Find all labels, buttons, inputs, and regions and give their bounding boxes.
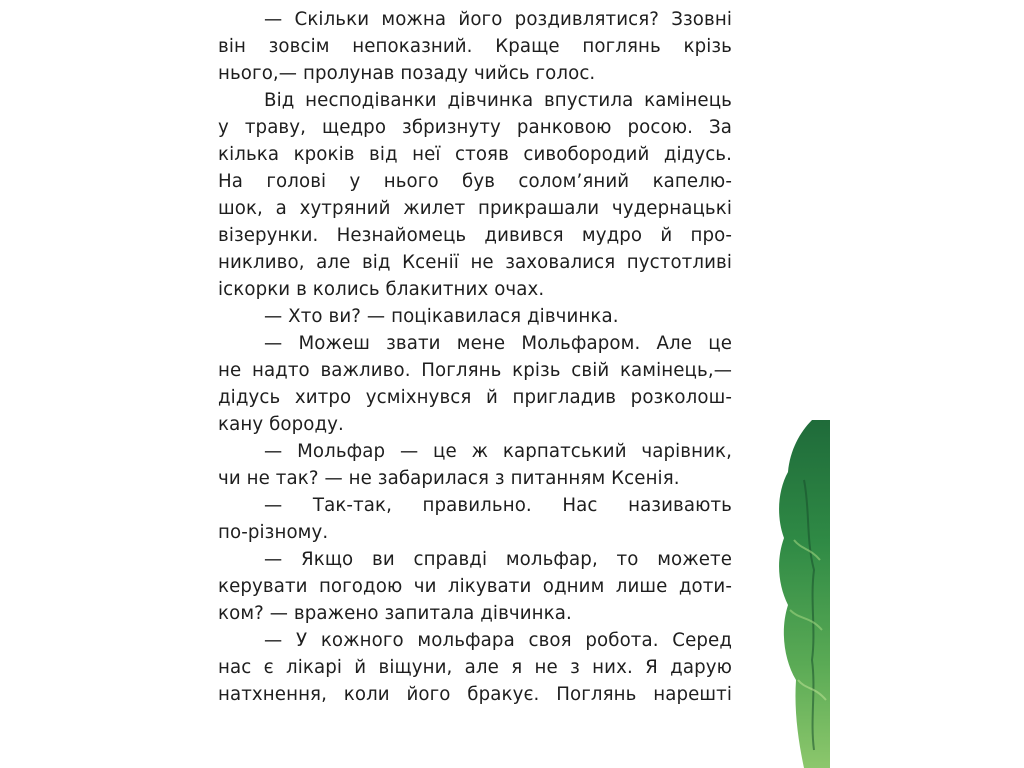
text-line: ком? — вражено запитала дівчинка. <box>218 603 572 624</box>
foliage-illustration <box>770 420 830 768</box>
text-line: Від несподіванки дівчинка впустила камінець <box>264 90 732 111</box>
text-line: нас є лікарі й віщуни, але я не з них. Я дарую <box>218 657 732 678</box>
text-line: не надто важливо. Поглянь крізь свій камінець,— <box>218 360 732 381</box>
text-line: кілька кроків від неї стояв сивобородий дідусь. <box>218 144 732 165</box>
text-line: нього,— пролунав позаду чийсь голос. <box>218 63 596 84</box>
text-line: На голові у нього був солом’яний капелю- <box>218 171 732 192</box>
text-line: — Хто ви? — поцікавилася дівчинка. <box>264 306 619 327</box>
text-line: керувати погодою чи лікувати одним лише доти- <box>218 576 732 597</box>
text-line: дідусь хитро усміхнувся й пригладив розколош- <box>218 387 732 408</box>
text-line: — Так-так, правильно. Нас називають <box>264 495 732 516</box>
text-column <box>218 6 732 708</box>
text-line: він зовсім непоказний. Краще поглянь крізь <box>218 36 732 57</box>
text-line: натхнення, коли його бракує. Поглянь нарешті <box>218 684 732 705</box>
text-line: шок, а хутряний жилет прикрашали чудернацькі <box>218 198 732 219</box>
text-line: іскорки в колись блакитних очах. <box>218 279 545 300</box>
text-line: чи не так? — не забарилася з питанням Ксенія. <box>218 468 680 489</box>
text-line: кану бороду. <box>218 414 344 435</box>
text-line: у траву, щедро збризнуту ранковою росою. За <box>218 117 732 138</box>
text-line: — У кожного мольфара своя робота. Серед <box>264 630 732 651</box>
text-line: по-різному. <box>218 522 329 543</box>
text-line: — Скільки можна його роздивлятися? Ззовні <box>264 9 732 30</box>
text-line: — Мольфар — це ж карпатський чарівник, <box>264 441 732 462</box>
text-line: візерунки. Незнайомець дивився мудро й про- <box>218 225 732 246</box>
text-line: — Якщо ви справді мольфар, то можете <box>264 549 732 570</box>
text-line: никливо, але від Ксенії не заховалися пустотливі <box>218 252 732 273</box>
text-line: — Можеш звати мене Мольфаром. Але це <box>264 333 732 354</box>
